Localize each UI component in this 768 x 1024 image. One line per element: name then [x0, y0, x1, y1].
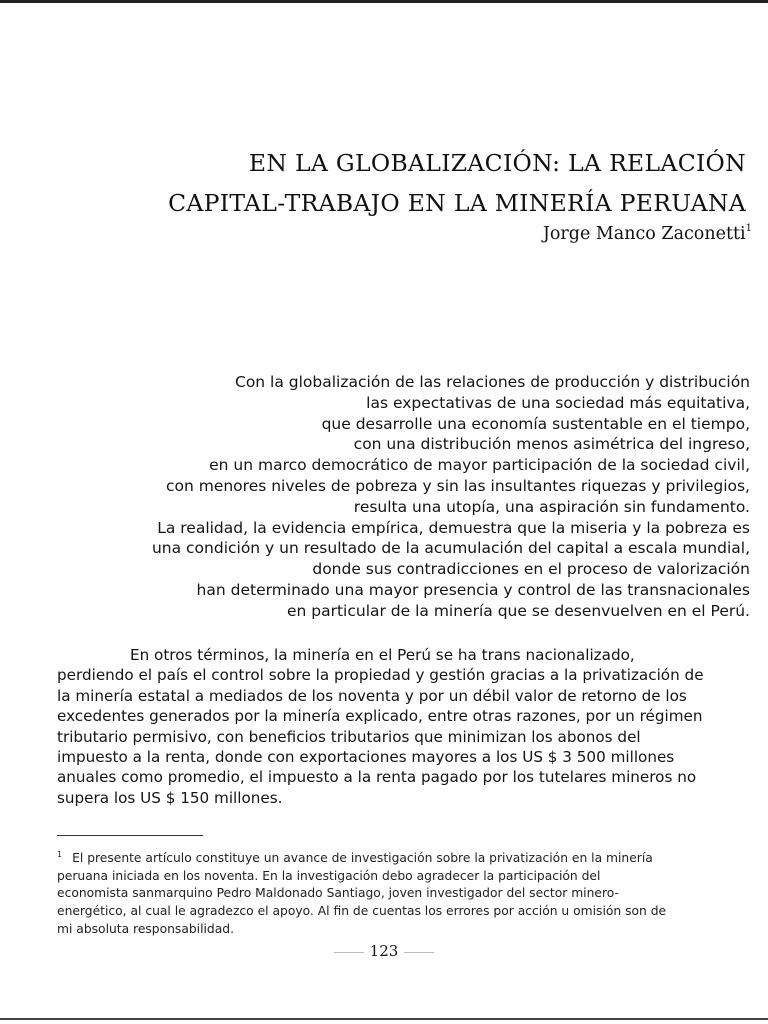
abstract-line: donde sus contradicciones en el proceso de valorización [312, 560, 750, 579]
abstract-line: en particular de la minería que se desenvuelven en el Perú. [286, 601, 750, 620]
bottom-border [0, 1018, 768, 1020]
epigraph-abstract [50, 372, 750, 622]
footnote-separator [57, 835, 203, 836]
body-line: la minería estatal a mediados de los noventa y por un débil valor de retorno de los [57, 686, 687, 705]
body-line: supera los US $ 150 millones. [57, 788, 283, 807]
abstract-line: con menores niveles de pobreza y sin las insultantes riquezas y privilegios, [165, 476, 750, 495]
footnote-line [57, 846, 752, 868]
body-paragraph [57, 645, 751, 808]
title-line-2: CAPITAL-TRABAJO EN LA MINERÍA PERUANA [168, 189, 746, 217]
page-number-value: 123 [369, 942, 399, 960]
abstract-line: han determinado una mayor presencia y control de las transnacionales [196, 580, 750, 599]
abstract-line: Con la globalización de las relaciones de producción y distribución [235, 373, 750, 391]
footnote-text: El presente artículo constituye un avance de investigación sobre la privatización en la minería [72, 851, 653, 865]
footnote-line: energético, al cual le agradezco el apoyo. Al fin de cuentas los errores por acción u omisión son de [57, 904, 667, 919]
footnote-line: economista sanmarquino Pedro Maldonado Santiago, joven investigador del sector minero- [57, 886, 619, 901]
title-line-1: EN LA GLOBALIZACIÓN: LA RELACIÓN [248, 149, 746, 177]
abstract-line: con una distribución menos asimétrica del ingreso, [353, 435, 750, 454]
body-line: impuesto a la renta, donde con exportaciones mayores a los US $ 3 500 millones [57, 748, 675, 767]
body-line: excedentes generados por la minería explicado, entre otras razones, por un régimen [57, 707, 703, 726]
top-border [0, 0, 768, 3]
page-number-ornament-right [404, 952, 434, 953]
abstract-line: en un marco democrático de mayor participación de la sociedad civil, [209, 456, 750, 475]
author-name: Jorge Manco Zaconetti [542, 224, 746, 244]
abstract-line: que desarrolle una economía sustentable en el tiempo, [321, 414, 750, 433]
abstract-line: resulta una utopía, una aspiración sin fundamento. [353, 497, 750, 516]
body-line: En otros términos, la minería en el Perú se ha trans nacionalizado, [130, 646, 635, 664]
body-line: tributario permisivo, con beneficios tributarios que minimizan los abonos del [57, 727, 641, 746]
footnote-line: peruana iniciada en los noventa. En la investigación debo agradecer la participación del [57, 868, 601, 883]
footnote-line: mi absoluta responsabilidad. [57, 921, 234, 936]
abstract-line: La realidad, la evidencia empírica, demuestra que la miseria y la pobreza es [157, 518, 750, 537]
body-line: anuales como promedio, el impuesto a la renta pagado por los tutelares mineros no [57, 768, 697, 787]
footnote [57, 846, 752, 939]
page-number [0, 942, 768, 960]
page-number-ornament-left [334, 952, 364, 953]
article-title [106, 143, 746, 223]
body-line: perdiendo el país el control sobre la propiedad y gestión gracias a la privatización de [57, 666, 704, 685]
abstract-line: una condición y un resultado de la acumulación del capital a escala mundial, [151, 539, 750, 558]
author-byline [543, 223, 752, 244]
footnote-mark: 1 [57, 850, 63, 859]
abstract-line: las expectativas de una sociedad más equitativa, [366, 393, 750, 412]
author-footnote-mark: 1 [745, 223, 752, 234]
